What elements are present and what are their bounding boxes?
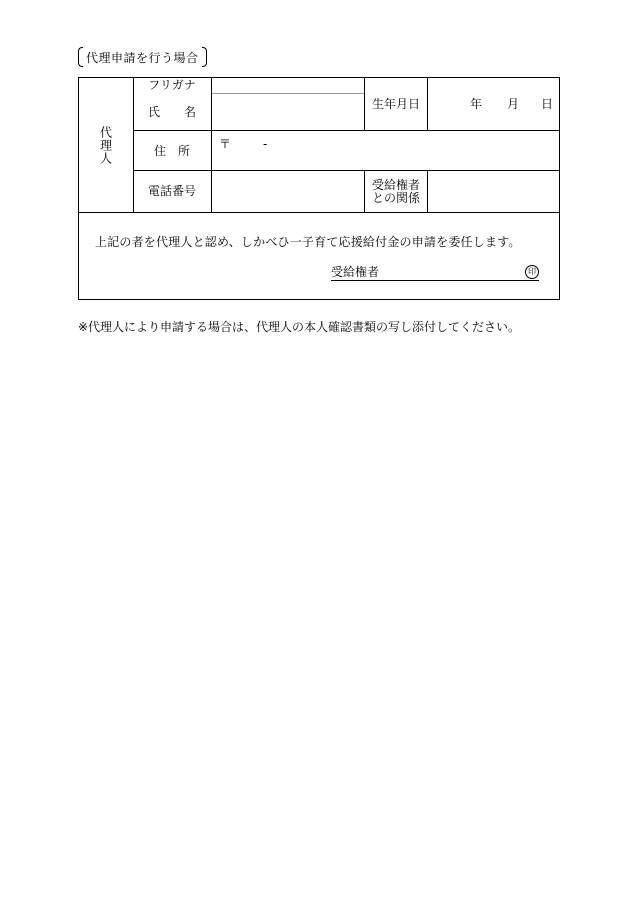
relationship-label-line1: 受給権者 xyxy=(371,177,420,192)
name-field[interactable] xyxy=(212,94,364,130)
phone-label: 電話番号 xyxy=(147,184,196,198)
postal-dash: - xyxy=(263,137,268,151)
beneficiary-label: 受給権者 xyxy=(331,265,380,279)
relationship-field[interactable] xyxy=(428,171,560,212)
birthdate-month-label: 月 xyxy=(507,97,520,111)
right-bracket xyxy=(202,47,207,67)
agent-application-form xyxy=(78,77,560,300)
seal-icon: 印 xyxy=(525,265,539,279)
relationship-label-line2: との関係 xyxy=(371,190,420,205)
name-label: 氏 名 xyxy=(147,105,196,119)
agent-label-text: 代理人 xyxy=(98,125,113,165)
beneficiary-signature-line[interactable] xyxy=(331,264,539,281)
birthdate-year-label: 年 xyxy=(470,97,483,111)
postal-mark: 〒 xyxy=(219,137,232,151)
birthdate-day-label: 日 xyxy=(541,97,554,111)
relationship-label xyxy=(365,171,427,212)
address-label: 住 所 xyxy=(153,144,190,158)
phone-field[interactable] xyxy=(212,171,364,212)
left-bracket xyxy=(78,47,83,67)
agent-label xyxy=(79,78,133,212)
section-title xyxy=(78,47,207,67)
furigana-field[interactable] xyxy=(212,78,364,93)
identity-document-note: ※代理人により申請する場合は、代理人の本人確認書類の写し添付してください。 xyxy=(78,320,521,334)
furigana-label: フリガナ xyxy=(148,78,196,92)
grid-line-after-phone-row xyxy=(79,212,560,213)
delegation-statement: 上記の者を代理人と認め、しかべひ一子育て応援給付金の申請を委任します。 xyxy=(95,235,521,249)
section-title-text: 代理申請を行う場合 xyxy=(86,50,199,65)
birthdate-label: 生年月日 xyxy=(371,97,420,111)
